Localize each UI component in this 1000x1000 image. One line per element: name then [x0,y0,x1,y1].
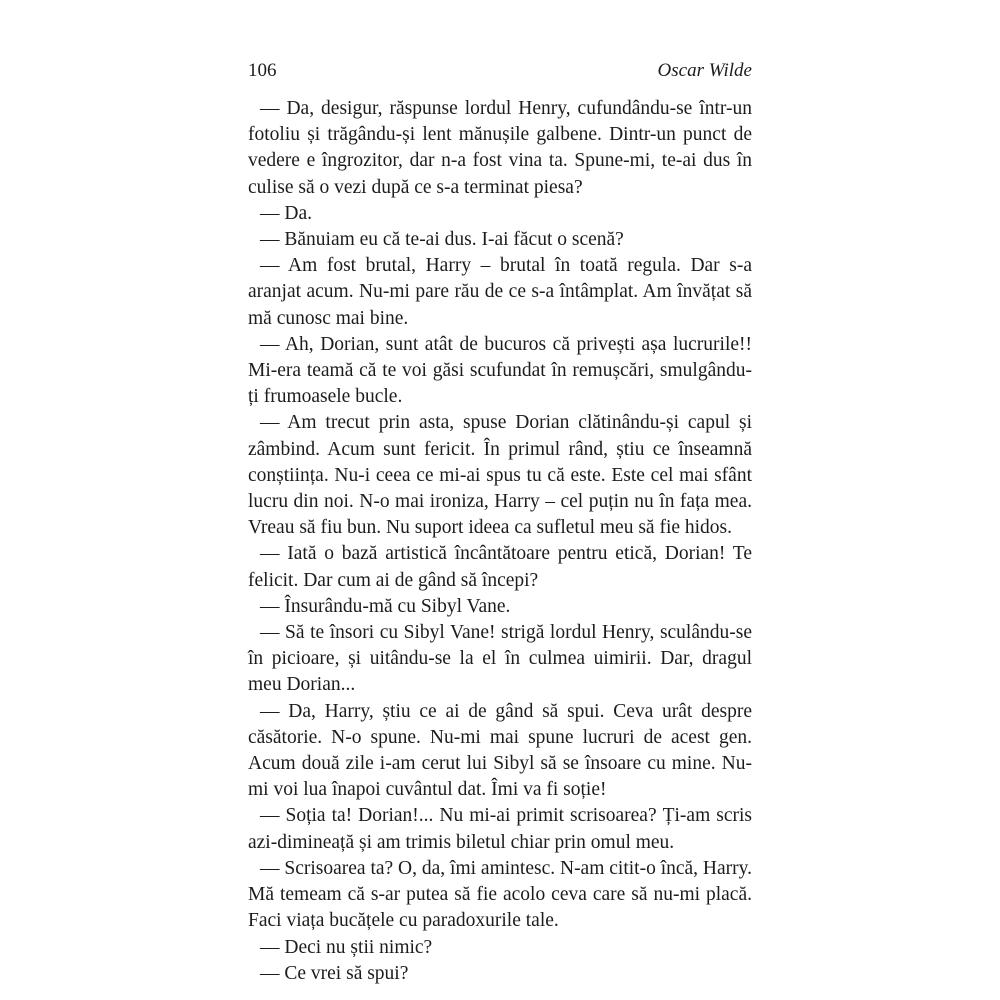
paragraph: — Să te însori cu Sibyl Vane! strigă lordul Henry, sculându-se în picioare, și uitându-se la el în culmea uimirii. Dar, dragul meu Dorian... [248,622,752,696]
paragraph: — Da, Harry, știu ce ai de gând să spui. Ceva urât despre căsătorie. N-o spune. Nu-mi mai spune lucruri de acest gen. Acum două zile i-am cerut lui Sibyl să se însoare cu mine. Nu-mi voi lua înapoi cuvântul dat. Îmi va fi soție! [248,700,752,801]
paragraph: — Da. [260,202,312,224]
running-head-author: Oscar Wilde [657,60,752,81]
paragraph: — Scrisoarea ta? O, da, îmi amintesc. N-am citit-o încă, Harry. Mă temeam că s-ar putea să fie acolo ceva care să nu-mi placă. Faci viața bucățele cu paradoxurile tale. [248,857,753,932]
paragraph: — Bănuiam eu că te-ai dus. I-ai făcut o scenă? [260,229,624,251]
page-number: 106 [248,60,277,81]
paragraph: — Soția ta! Dorian!... Nu mi-ai primit scrisoarea? Ți-am scris azi-dimineață și am trimis biletul chiar prin omul meu. [248,805,752,853]
paragraph: — Da, desigur, răspunse lordul Henry, cufundându-se într-un fotoliu și trăgându-și lent mănușile galbene. Dintr-un punct de vedere e îngrozitor, dar n-a fost vina ta. Spune-mi, te-ai dus în culise să o vezi după ce s-a terminat piesa? [248,98,752,198]
body-text [248,96,752,987]
paragraph: — Ah, Dorian, sunt atât de bucuros că privești așa lucrurile!! Mi-era teamă că te voi găsi scufundat în remușcări, smulgându-ți frumoasele bucle. [248,333,752,408]
paragraph: — Iată o bază artistică încântătoare pentru etică, Dorian! Te felicit. Dar cum ai de gând să începi? [248,543,752,591]
paragraph: — Însurându-mă cu Sibyl Vane. [260,595,511,617]
paragraph: — Deci nu știi nimic? [260,936,433,958]
paragraph: — Am trecut prin asta, spuse Dorian clătinându-și capul și zâmbind. Acum sunt fericit. În primul rând, știu ce înseamnă conștiința. Nu-i ceea ce mi-ai spus tu că este. Este cel mai sfânt lucru din noi. N-o mai ironiza, Harry – cel puțin nu în fața mea. Vreau să fiu bun. Nu suport ideea ca sufletul meu să fie hidos. [248,412,752,539]
paragraph: — Ce vrei să spui? [260,962,409,984]
page-header [248,58,752,84]
paragraph: — Am fost brutal, Harry – brutal în toată regula. Dar s-a aranjat acum. Nu-mi pare rău de ce s-a întâmplat. Am învățat să mă cunosc mai bine. [248,255,752,329]
